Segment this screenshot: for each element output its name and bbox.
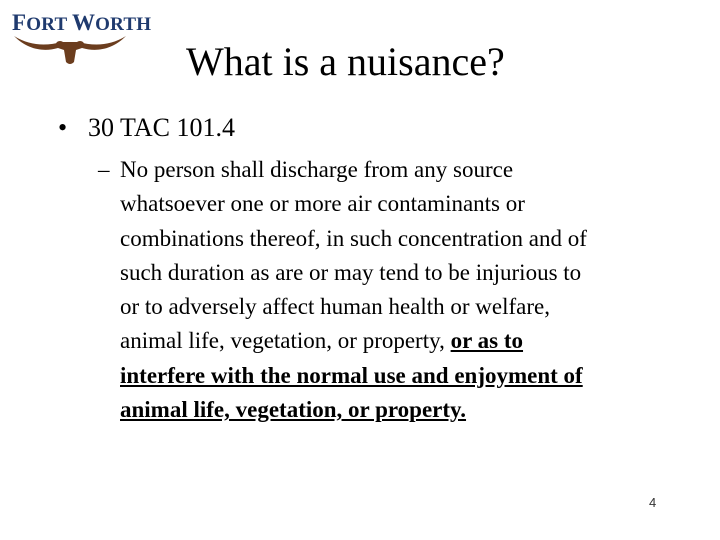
- logo-letter-f: F: [12, 10, 27, 35]
- sub-bullet-text: [120, 153, 710, 427]
- sub-line: No person shall discharge from any source: [120, 157, 514, 182]
- longhorn-icon: [12, 32, 128, 66]
- bullet-marker: •: [58, 113, 68, 142]
- sub-line: animal life, vegetation, or property,: [120, 328, 451, 354]
- emphasis-text: interfere with the normal use and enjoyment of: [120, 362, 583, 388]
- bullet-text: 30 TAC 101.4: [88, 113, 235, 142]
- sub-line: or to adversely affect human health or welfare,: [120, 294, 550, 320]
- bullet-item: [58, 112, 235, 144]
- slide-title: What is a nuisance?: [186, 39, 505, 84]
- sub-bullet-marker: –: [98, 157, 110, 182]
- sub-line: combinations thereof, in such concentration and of: [120, 225, 587, 251]
- sub-line: such duration as are or may tend to be injurious to: [120, 259, 582, 285]
- logo-letters-ort: ORT: [26, 14, 72, 35]
- sub-line-mixed: [120, 324, 710, 358]
- logo-letter-w: W: [71, 10, 96, 35]
- emphasis-text: or as to: [450, 328, 524, 354]
- fort-worth-logo: [12, 10, 152, 66]
- logo-letters-orth: ORTH: [95, 14, 152, 35]
- page-number: 4: [649, 495, 657, 510]
- emphasis-text: animal life, vegetation, or property.: [120, 397, 467, 423]
- sub-line: whatsoever one or more air contaminants or: [120, 191, 525, 217]
